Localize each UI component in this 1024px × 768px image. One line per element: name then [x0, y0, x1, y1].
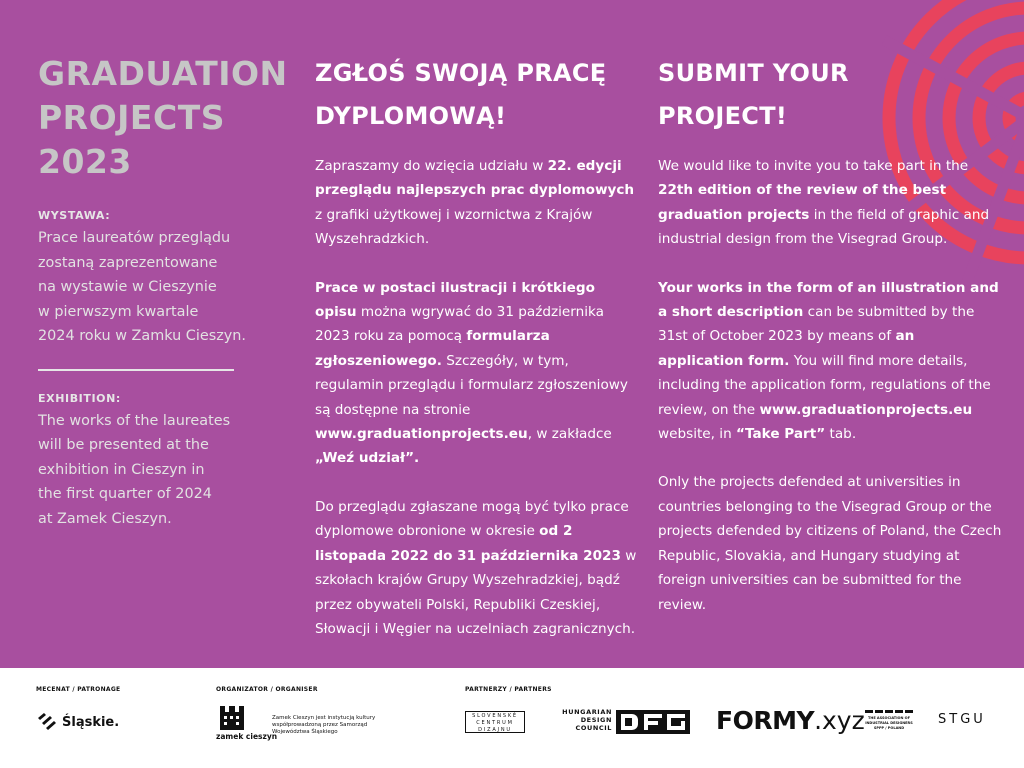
polish-paragraph-2: [315, 276, 640, 471]
text-run: can be submitted by the 31st of October 2023 by means of: [658, 304, 975, 345]
exhibition-line: 2024 roku w Zamku Cieszyn.: [38, 328, 246, 344]
exhibition-line: at Zamek Cieszyn.: [38, 510, 172, 527]
formy-bold-text: FORMY: [716, 706, 815, 735]
sppp-line: SPPP / POLAND: [873, 726, 905, 730]
english-title: [658, 52, 1003, 138]
bold-text: www.graduationprojects.eu: [315, 426, 528, 443]
text-run: You will find more details, including the application form, regulations of the review, on the: [658, 352, 991, 418]
left-column: [38, 52, 293, 531]
organizer-label: ORGANIZATOR / ORGANISER: [216, 686, 318, 693]
main-title-line-2: PROJECTS: [38, 98, 225, 137]
divider: [38, 369, 234, 371]
english-paragraph-2: [658, 276, 1003, 447]
sppp-logo: [864, 710, 914, 731]
exhibition-line: zostaną zaprezentowane: [38, 254, 218, 271]
polish-title-line-1: ZGŁOŚ SWOJĄ PRACĘ: [315, 59, 607, 87]
exhibition-line: exhibition in Cieszyn in: [38, 461, 205, 478]
english-paragraph-3: [658, 470, 1003, 616]
sk-line: SLOVENSKÉ: [472, 713, 518, 719]
sk-line: CENTRUM: [476, 720, 514, 726]
patron-label: MECENAT / PATRONAGE: [36, 686, 121, 693]
text-run: tab.: [825, 426, 857, 443]
exhibition-line: w pierwszym kwartale: [38, 303, 199, 320]
slovenske-centrum-dizajnu-logo: [465, 711, 525, 733]
sppp-line: THE ASSOCIATION OF: [868, 716, 910, 720]
text-run: z grafiki użytkowej i wzornictwa z Krajów Wyszehradzkich.: [315, 206, 593, 248]
english-column: [658, 52, 1003, 617]
formy-rest-text: .xyz: [814, 706, 865, 735]
exhibition-text-pl: [38, 226, 293, 349]
text-run: , w zakładce: [527, 426, 612, 443]
hdc-line: DESIGN: [580, 716, 612, 724]
sppp-mark-icon: [865, 710, 913, 714]
exhibition-line: The works of the laureates: [38, 412, 231, 429]
exhibition-line: the first quarter of 2024: [38, 486, 212, 502]
main-title-line-3: 2023: [38, 142, 132, 181]
polish-column: [315, 52, 640, 641]
text-run: Zapraszamy do wzięcia udziału w: [315, 158, 548, 174]
english-title-line-1: SUBMIT YOUR: [658, 59, 849, 87]
slaskie-text: Śląskie.: [62, 714, 120, 730]
main-title: [38, 52, 293, 184]
text-run: We would like to invite you to take part in the: [658, 158, 969, 174]
zamek-note: [272, 715, 402, 736]
polish-paragraph-3: [315, 495, 640, 641]
sppp-line: INDUSTRIAL DESIGNERS: [865, 721, 913, 725]
english-paragraph-1: [658, 154, 1003, 252]
bold-text: “Take Part”: [736, 426, 826, 443]
hdc-line: COUNCIL: [575, 724, 612, 732]
zamek-note-line: Zamek Cieszyn jest instytucją kultury: [272, 715, 376, 721]
bold-text: an application form.: [658, 328, 915, 369]
polish-title-line-2: DYPLOMOWĄ!: [315, 102, 507, 130]
exhibition-line: na wystawie w Cieszynie: [38, 279, 217, 295]
text-run: Only the projects defended at universities in countries belonging to the Visegrad Group or the projects defended by citizens of Poland, the Czech Republic, Slovakia, and Hungary studying at foreign universities can be submitted for the review.: [658, 474, 1002, 613]
text-run: można wgrywać do 31 października 2023 roku za pomocą: [315, 304, 604, 345]
bold-text: www.graduationprojects.eu: [759, 401, 973, 418]
formy-logo: [716, 706, 865, 735]
exhibition-text-en: [38, 409, 293, 532]
text-run: w szkołach krajów Grupy Wyszehradzkiej, bądź przez obywateli Polski, Republiki Czeskiej, Słowacji i Węgier na uczelniach zagranicznych.: [315, 547, 637, 637]
partners-label: PARTNERZY / PARTNERS: [465, 686, 552, 693]
bold-text: Your works in the form of an illustration and a short description: [658, 279, 999, 321]
dfg-logo: [616, 710, 690, 734]
english-title-line-2: PROJECT!: [658, 102, 788, 130]
exhibition-label-pl: WYSTAWA:: [38, 209, 111, 222]
slaskie-mark-icon: [36, 712, 58, 732]
text-run: Do przeglądu zgłaszane mogą być tylko prace dyplomowe obronione w okresie: [315, 498, 629, 540]
exhibition-line: will be presented at the: [38, 437, 209, 453]
exhibition-label-en: EXHIBITION:: [38, 391, 121, 405]
stgu-logo: STGU: [938, 712, 986, 727]
dfg-mark-icon: [616, 710, 690, 734]
text-run: in the field of graphic and industrial design from the Visegrad Group.: [658, 206, 990, 248]
bold-text: od 2 listopada 2022 do 31 października 2023: [315, 523, 621, 564]
polish-title: [315, 52, 640, 138]
bold-text: 22. edycji przeglądu najlepszych prac dyplomowych: [315, 158, 635, 199]
slaskie-logo: [36, 712, 119, 732]
bold-text: „Weź udział”.: [315, 450, 420, 467]
zamek-text: zamek cieszyn: [216, 732, 278, 741]
hungarian-design-council-logo: [552, 708, 612, 732]
exhibition-line: Prace laureatów przeglądu: [38, 230, 231, 246]
text-run: Szczegóły, w tym, regulamin przeglądu i formularz zgłoszeniowy są dostępne na stronie: [315, 352, 628, 418]
zamek-note-line: Województwa Śląskiego: [272, 729, 338, 735]
bold-text: 22th edition of the review of the best graduation projects: [658, 182, 947, 223]
bold-text: Prace w postaci ilustracji i krótkiego opisu: [315, 279, 595, 321]
bold-text: formularza zgłoszeniowego.: [315, 328, 550, 369]
main-title-line-1: GRADUATION: [38, 54, 288, 93]
polish-paragraph-1: [315, 154, 640, 252]
footer-logos: [0, 668, 1024, 768]
sk-line: DIZAJNU: [478, 727, 512, 733]
text-run: website, in: [658, 426, 737, 443]
zamek-note-line: współprowadzoną przez Samorząd: [272, 722, 368, 728]
castle-icon: [218, 706, 246, 730]
hdc-line: HUNGARIAN: [562, 708, 612, 716]
